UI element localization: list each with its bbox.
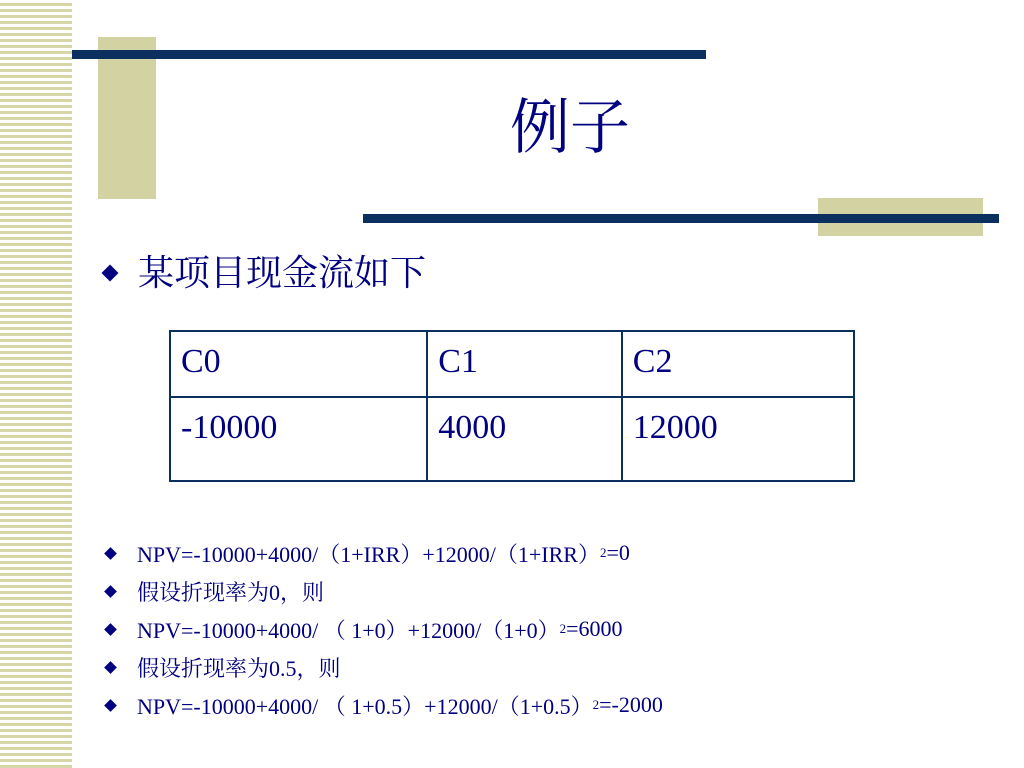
table-header-row (170, 331, 854, 397)
cash-flow-table (169, 330, 855, 482)
diamond-bullet-icon (104, 699, 117, 712)
title-rule-bottom (363, 214, 999, 223)
table-header-cell: C0 (170, 331, 427, 397)
table-header-cell: C1 (427, 331, 622, 397)
list-item (100, 572, 1000, 610)
list-item (100, 648, 1000, 686)
list-item (100, 534, 1000, 572)
diamond-bullet-icon (104, 585, 117, 598)
table-cell: 4000 (427, 397, 622, 481)
bullet-text: NPV=-10000+4000/（1+IRR）+12000/（1+IRR） (137, 541, 600, 567)
bullet-superscript: 2 (559, 621, 567, 636)
diamond-bullet-icon (104, 623, 117, 636)
bullet-tail: =6000 (566, 616, 623, 641)
list-item (100, 686, 1000, 724)
list-item (100, 610, 1000, 648)
title-accent-block-top (98, 37, 156, 199)
diamond-bullet-icon (104, 661, 117, 674)
table-row (170, 397, 854, 481)
bullet-superscript: 2 (599, 545, 607, 560)
table-header-cell: C2 (622, 331, 854, 397)
table-cell: -10000 (170, 397, 427, 481)
slide-title: 例子 (510, 95, 630, 161)
table-cell: 12000 (622, 397, 854, 481)
main-bullet (100, 250, 426, 296)
left-stripe-decoration (0, 0, 72, 768)
bullet-text: NPV=-10000+4000/ （ 1+0）+12000/（1+0） (137, 617, 560, 643)
diamond-bullet-icon (102, 265, 119, 282)
bullet-text: NPV=-10000+4000/ （ 1+0.5）+12000/（1+0.5） (137, 693, 593, 719)
bullet-tail: =-2000 (599, 692, 663, 717)
diamond-bullet-icon (104, 547, 117, 560)
bullet-superscript: 2 (592, 697, 600, 712)
bullet-tail: =0 (606, 540, 630, 565)
bullet-text: 假设折现率为0.5，则 (137, 655, 341, 681)
bullet-text: 假设折现率为0，则 (137, 579, 325, 605)
npv-bullet-list (100, 534, 1000, 724)
main-bullet-text: 某项目现金流如下 (138, 253, 427, 293)
title-rule-top (72, 50, 706, 59)
